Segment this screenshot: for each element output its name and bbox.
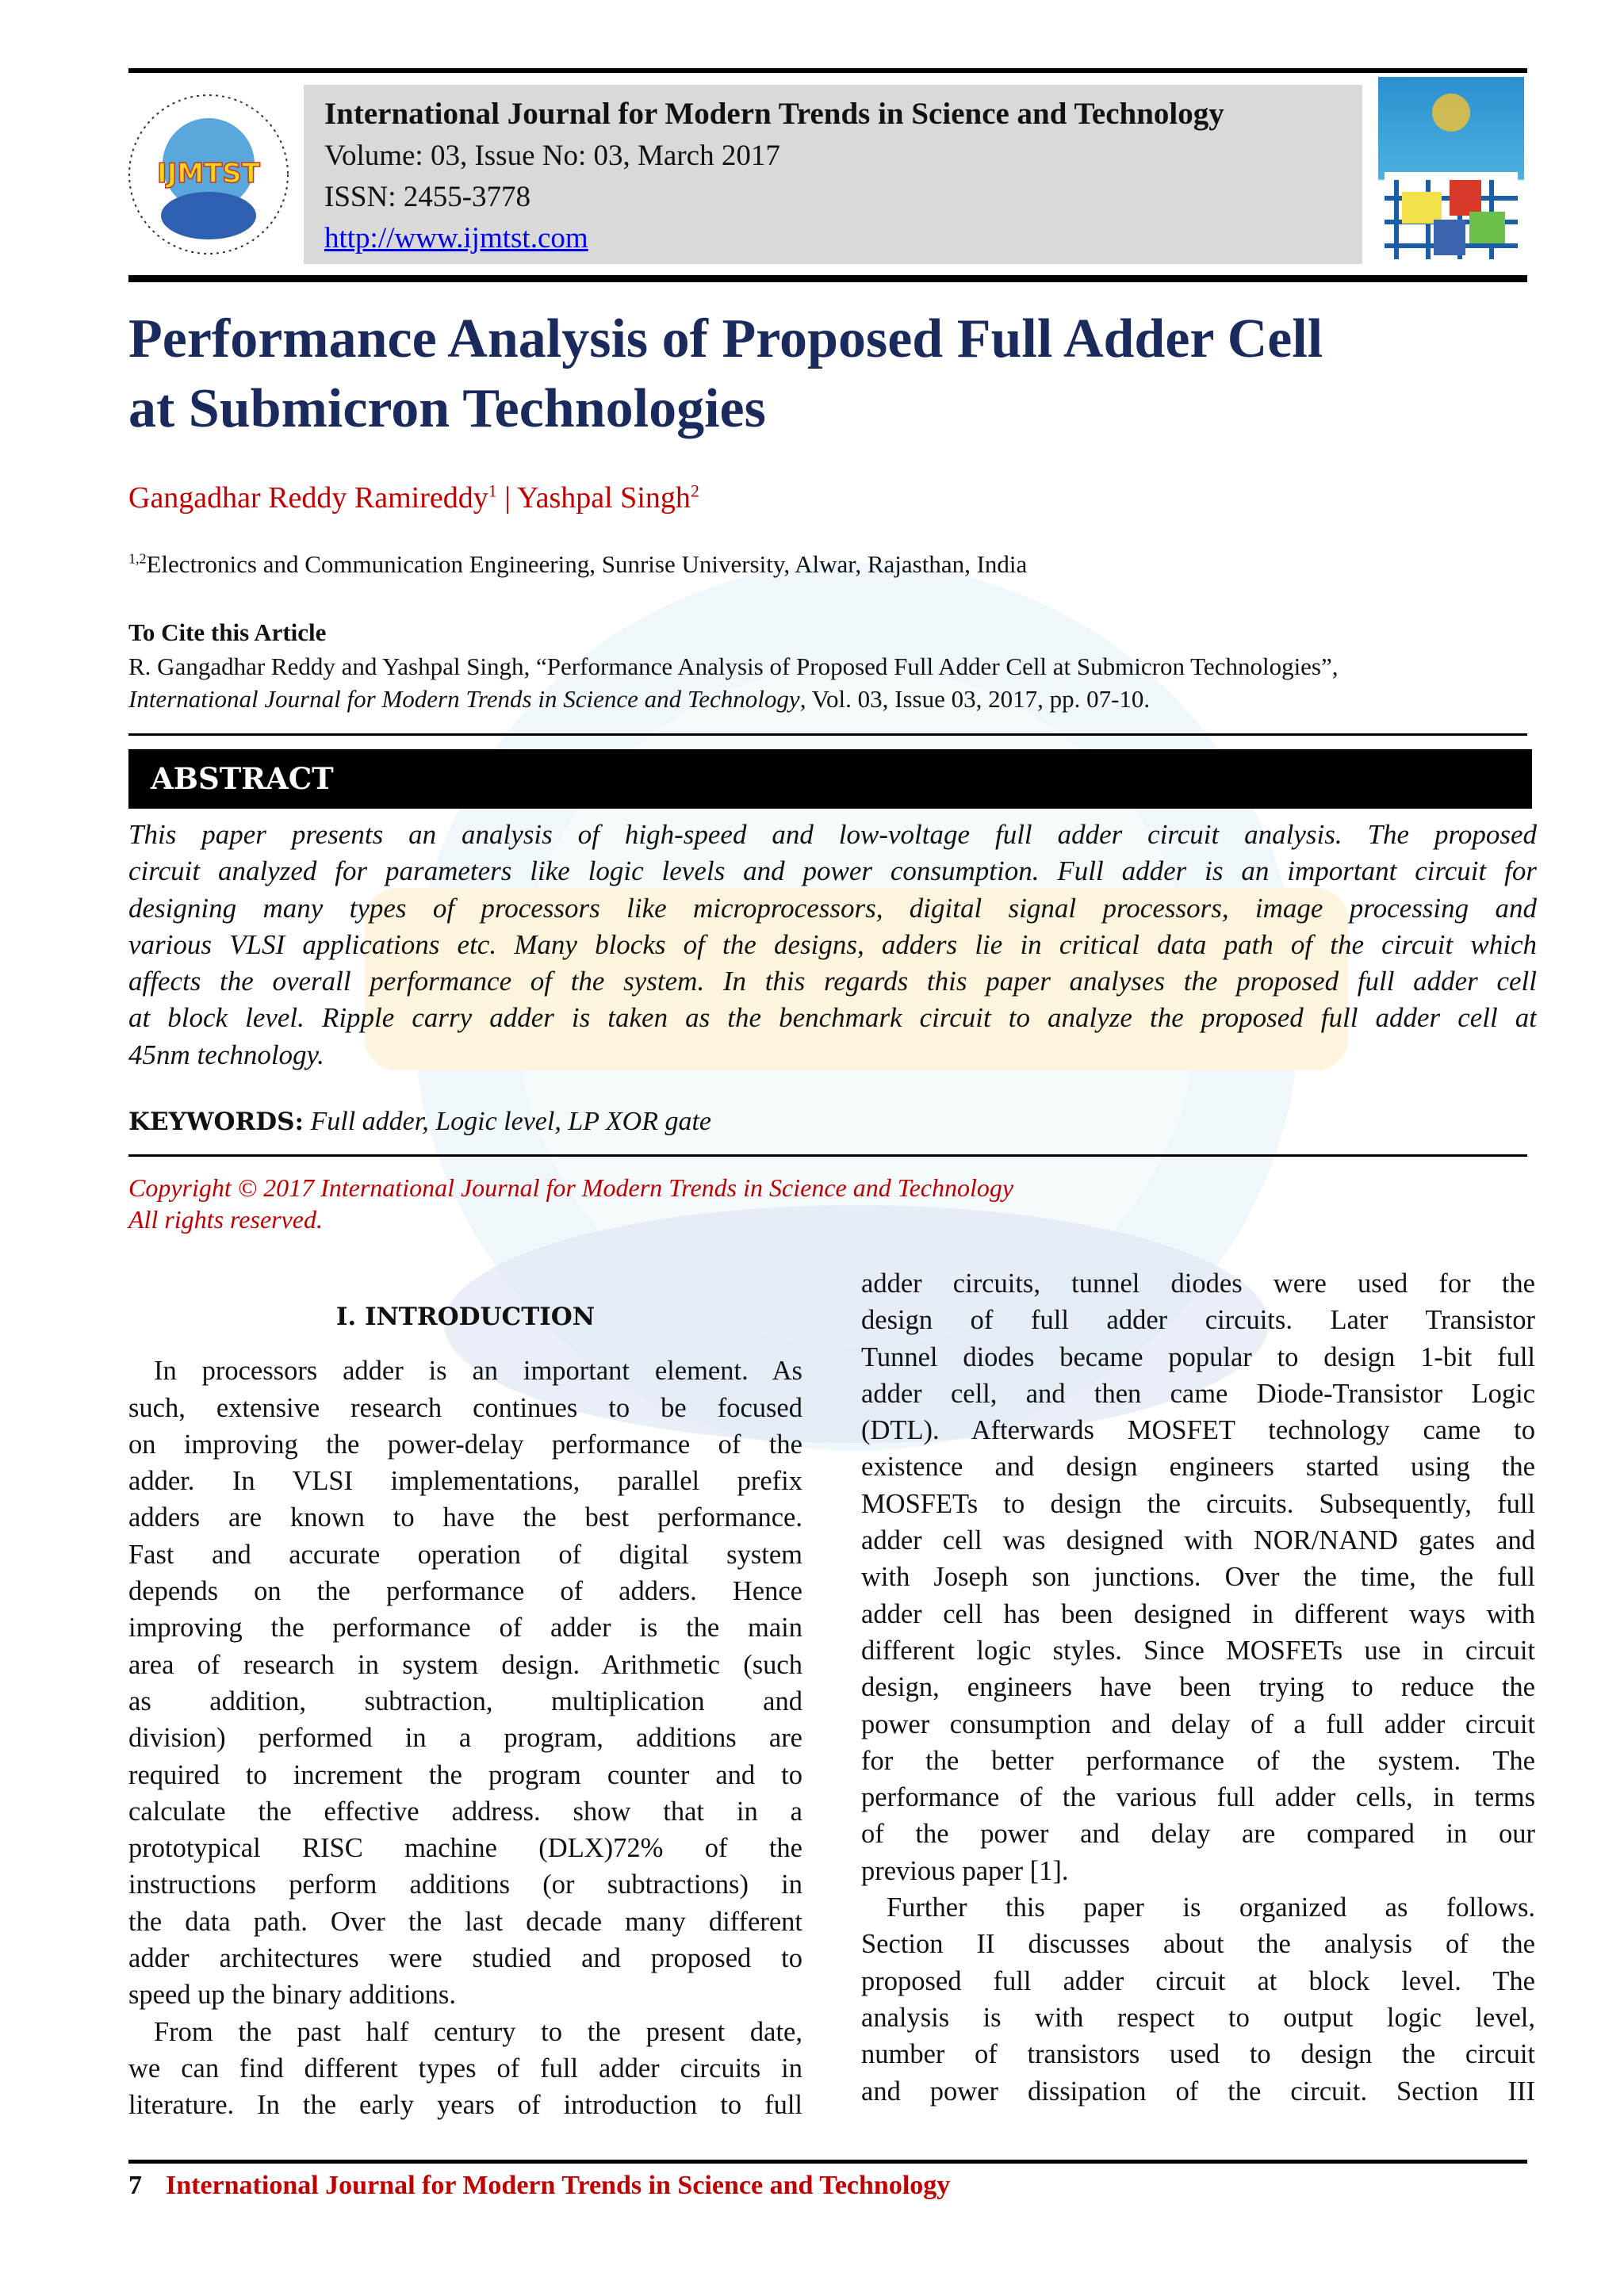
text-line: power consumption and delay of a full adder circuit bbox=[861, 1709, 1535, 1739]
text-line: calculate the effective address. show that in a bbox=[128, 1796, 802, 1827]
citation-journal: International Journal for Modern Trends in Science and Technology bbox=[128, 685, 800, 713]
copyright-line: Copyright © 2017 International Journal for Modern Trends in Science and Technology bbox=[128, 1173, 1014, 1202]
text-line: area of research in system design. Arithmetic (such bbox=[128, 1649, 802, 1680]
text-line: on improving the power-delay performance of the bbox=[128, 1429, 802, 1460]
paragraph bbox=[861, 1265, 1535, 1889]
journal-name: International Journal for Modern Trends in Science and Technology bbox=[324, 97, 1224, 131]
text-line: proposed full adder circuit at block level. The bbox=[861, 1965, 1535, 1996]
logo-text: IJMTST bbox=[156, 158, 261, 189]
text-line: circuit analyzed for parameters like logic levels and power consumption. Full adder is an important circuit for bbox=[128, 855, 1537, 887]
text-line: prototypical RISC machine (DLX)72% of the bbox=[128, 1833, 802, 1864]
text-line: MOSFETs to design the circuits. Subsequently, full bbox=[861, 1488, 1535, 1519]
journal-cover-image bbox=[1378, 77, 1524, 262]
left-column bbox=[128, 1283, 802, 2124]
journal-header bbox=[304, 85, 1362, 264]
author-name: Gangadhar Reddy Ramireddy bbox=[128, 481, 488, 515]
divider bbox=[128, 733, 1527, 736]
text-line: existence and design engineers started using the bbox=[861, 1452, 1535, 1483]
affiliation bbox=[128, 550, 1027, 579]
copyright-line: All rights reserved. bbox=[128, 1205, 323, 1234]
citation-line: R. Gangadhar Reddy and Yashpal Singh, “Performance Analysis of Proposed Full Adder Cell at Submicron Technologies”, bbox=[128, 652, 1339, 680]
text-line: design of full adder circuits. Later Transistor bbox=[861, 1305, 1535, 1336]
text-line: with Joseph son junctions. Over the time, the full bbox=[861, 1562, 1535, 1593]
text-line: required to increment the program counter and to bbox=[128, 1759, 802, 1790]
text-line: depends on the performance of adders. Hence bbox=[128, 1576, 802, 1607]
text-line: improving the performance of adder is the main bbox=[128, 1613, 802, 1644]
text-line: adder. In VLSI implementations, parallel prefix bbox=[128, 1466, 802, 1497]
journal-url-link[interactable]: http://www.ijmtst.com bbox=[324, 222, 588, 254]
paragraph bbox=[861, 1889, 1535, 2110]
text-line: various VLSI applications etc. Many blocks of the designs, adders lie in critical data path of the circuit which bbox=[128, 928, 1537, 960]
text-line: affects the overall performance of the system. In this regards this paper analyses the proposed full adder cell bbox=[128, 966, 1537, 997]
volume-info: Volume: 03, Issue No: 03, March 2017 bbox=[324, 140, 780, 172]
text-line: adder cell was designed with NOR/NAND gates and bbox=[861, 1525, 1535, 1556]
text-line: 45nm technology. bbox=[128, 1039, 324, 1070]
text-line: at block level. Ripple carry adder is taken as the benchmark circuit to analyze the proposed full adder cell at bbox=[128, 1002, 1537, 1034]
header-bottom-rule bbox=[128, 275, 1527, 282]
text-line: such, extensive research continues to be focused bbox=[128, 1392, 802, 1423]
title-line: at Submicron Technologies bbox=[128, 378, 766, 439]
affiliation-superscript: 1,2 bbox=[128, 550, 147, 567]
text-line: the data path. Over the last decade many different bbox=[128, 1906, 802, 1937]
text-line: Fast and accurate operation of digital system bbox=[128, 1539, 802, 1570]
authors bbox=[128, 480, 699, 515]
issn: ISSN: 2455-3778 bbox=[324, 181, 531, 213]
text-line: for the better performance of the system. The bbox=[861, 1745, 1535, 1776]
abstract-text bbox=[128, 817, 1537, 1073]
text-line: From the past half century to the present date, bbox=[154, 2016, 802, 2047]
text-line: literature. In the early years of introduction to full bbox=[128, 2090, 802, 2121]
text-line: This paper presents an analysis of high-speed and low-voltage full adder circuit analysis. The proposed bbox=[128, 819, 1537, 850]
affiliation-text: Electronics and Communication Engineering, Sunrise University, Alwar, Rajasthan, India bbox=[146, 550, 1028, 578]
text-line: Tunnel diodes became popular to design 1-bit full bbox=[861, 1341, 1535, 1372]
author-superscript: 2 bbox=[690, 480, 699, 501]
citation bbox=[128, 650, 1537, 715]
journal-logo bbox=[125, 89, 292, 259]
divider bbox=[128, 1154, 1527, 1157]
abstract-heading: ABSTRACT bbox=[151, 761, 334, 796]
text-line: Further this paper is organized as follows. bbox=[887, 1892, 1535, 1923]
text-line: as addition, subtraction, multiplication and bbox=[128, 1686, 802, 1716]
text-line: designing many types of processors like microprocessors, digital signal processors, image processing and bbox=[128, 892, 1537, 924]
copyright bbox=[128, 1172, 1013, 1235]
footer-journal-name: International Journal for Modern Trends in Science and Technology bbox=[166, 2171, 951, 2200]
author-separator: | bbox=[496, 481, 517, 515]
paragraph bbox=[128, 2014, 802, 2124]
abstract-heading-bar bbox=[128, 749, 1532, 809]
text-line: In processors adder is an important element. As bbox=[154, 1356, 802, 1387]
text-line: design, engineers have been trying to reduce the bbox=[861, 1672, 1535, 1703]
text-line: analysis is with respect to output logic level, bbox=[861, 2002, 1535, 2033]
footer bbox=[128, 2171, 950, 2201]
page-number: 7 bbox=[128, 2171, 142, 2200]
text-line: we can find different types of full adder circuits in bbox=[128, 2053, 802, 2084]
text-line: adder architectures were studied and proposed to bbox=[128, 1943, 802, 1974]
text-line: adders are known to have the best performance. bbox=[128, 1502, 802, 1533]
paper-title bbox=[128, 304, 1540, 444]
top-rule bbox=[128, 68, 1527, 73]
text-line: different logic styles. Since MOSFETs use in circuit bbox=[861, 1635, 1535, 1666]
keywords-label: KEYWORDS: bbox=[128, 1108, 304, 1136]
text-line: speed up the binary additions. bbox=[128, 1980, 456, 2011]
text-line: and power dissipation of the circuit. Section III bbox=[861, 2076, 1535, 2107]
author-name: Yashpal Singh bbox=[516, 481, 691, 515]
text-line: adder circuits, tunnel diodes were used for the bbox=[861, 1269, 1535, 1299]
text-line: adder cell has been designed in different ways with bbox=[861, 1598, 1535, 1629]
text-line: adder cell, and then came Diode-Transistor Logic bbox=[861, 1378, 1535, 1409]
text-line: performance of the various full adder cells, in terms bbox=[861, 1782, 1535, 1813]
text-line: of the power and delay are compared in our bbox=[861, 1819, 1535, 1850]
keywords-text: Full adder, Logic level, LP XOR gate bbox=[304, 1107, 712, 1136]
section-heading-introduction: I. INTRODUCTION bbox=[335, 1303, 596, 1331]
citation-details: , Vol. 03, Issue 03, 2017, pp. 07-10. bbox=[799, 685, 1151, 713]
right-column bbox=[861, 1265, 1535, 2110]
author-superscript: 1 bbox=[488, 480, 497, 501]
text-line: instructions perform additions (or subtractions) in bbox=[128, 1869, 802, 1900]
text-line: Section II discusses about the analysis of the bbox=[861, 1929, 1535, 1960]
text-line: number of transistors used to design the circuit bbox=[861, 2039, 1535, 2070]
text-line: (DTL). Afterwards MOSFET technology came to bbox=[861, 1415, 1535, 1446]
title-line: Performance Analysis of Proposed Full Adder Cell bbox=[128, 308, 1323, 369]
footer-rule bbox=[128, 2160, 1527, 2164]
cite-heading: To Cite this Article bbox=[128, 618, 327, 646]
paragraph bbox=[128, 1353, 802, 2013]
text-line: previous paper [1]. bbox=[861, 1855, 1069, 1886]
keywords bbox=[128, 1107, 711, 1137]
text-line: division) performed in a program, additions are bbox=[128, 1723, 802, 1754]
